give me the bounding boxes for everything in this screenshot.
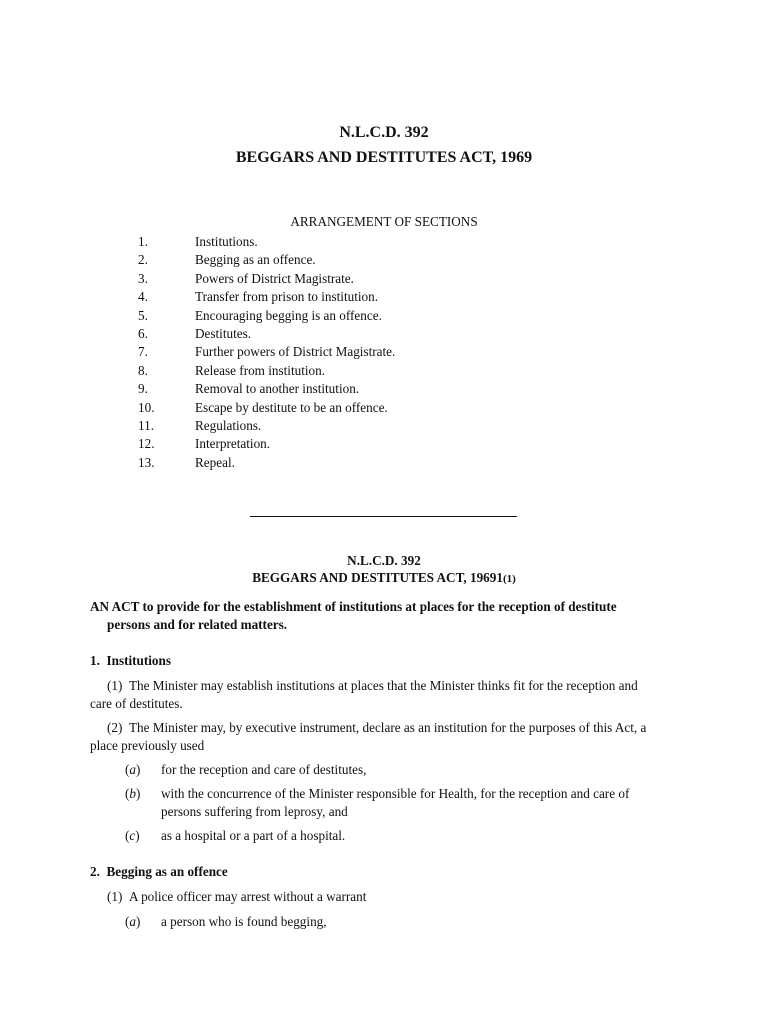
toc-number: 3. [138,270,148,286]
toc-label: Interpretation. [195,436,271,452]
item-label: (a) [125,914,141,929]
long-title-line: AN ACT to provide for the establishment of institutions at places for the reception of destitute [90,599,617,614]
toc-label: Begging as an offence. [195,252,316,268]
toc-label: Repeal. [195,454,235,470]
toc-row [0,399,768,417]
toc-label: Further powers of District Magistrate. [195,344,396,360]
document-number: N.L.C.D. 392 [339,124,429,141]
section-divider [250,516,517,517]
item-text [161,761,678,779]
toc-number: 10. [138,399,155,415]
toc-row [0,417,768,435]
toc-row [0,288,768,306]
toc-number: 13. [138,454,155,470]
paragraph-line: place previously used [90,738,205,753]
toc-label: Regulations. [195,417,262,433]
toc-row [0,233,768,251]
act-title-year-suffix: 1 [496,570,503,585]
item-line: as a hospital or a part of a hospital. [161,828,346,843]
toc-label: Institutions. [195,234,258,249]
toc-label: Encouraging begging is an offence. [195,307,382,323]
item-line: with the concurrence of the Minister responsible for Health, for the reception and care of [161,786,630,801]
toc-row [0,380,768,398]
toc-row [0,343,768,361]
document-title: BEGGARS AND DESTITUTES ACT, 1969 [235,149,533,166]
act-title-footnote: (1) [502,573,516,585]
toc-label: Release from institution. [195,362,326,378]
toc-label: Powers of District Magistrate. [195,270,354,286]
toc-number: 4. [138,289,148,305]
toc-number: 12. [138,436,155,452]
toc-label: Escape by destitute to be an offence. [195,399,388,415]
section-2-heading: 2. Begging as an offence [90,864,228,879]
section-1-heading: 1. Institutions [90,653,171,668]
toc-label: Removal to another institution. [195,381,360,397]
item-line: persons suffering from leprosy, and [161,804,348,819]
paragraph-line: (1) A police officer may arrest without a warrant [107,889,367,904]
item-label: (a) [125,762,141,777]
toc-row [0,435,768,453]
act-title [0,569,768,588]
toc-row [0,454,768,472]
toc-row [0,325,768,343]
toc-number: 5. [138,307,148,323]
item-text [161,827,678,845]
toc-number: 6. [138,325,148,341]
toc-label: Destitutes. [195,325,252,341]
item-text [161,785,678,821]
item-text [161,913,678,931]
paragraph-line: (1) The Minister may establish institutions at places that the Minister thinks fit for the reception and [107,678,638,693]
toc-number: 7. [138,344,148,360]
toc-row [0,362,768,380]
toc-label: Transfer from prison to institution. [195,289,379,305]
arrangement-of-sections-list [0,233,768,472]
toc-row [0,251,768,269]
toc-row [0,307,768,325]
section-2-paragraph-1 [90,888,678,906]
toc-number: 8. [138,362,148,378]
act-title-text: BEGGARS AND DESTITUTES ACT, 1969 [252,570,497,585]
toc-row [0,270,768,288]
toc-number: 9. [138,381,148,397]
act-number: N.L.C.D. 392 [347,553,421,568]
toc-number: 2. [138,252,148,268]
toc-number: 11. [138,417,154,433]
item-line: for the reception and care of destitutes, [161,762,367,777]
section-1-paragraph-2 [90,719,678,755]
paragraph-line: (2) The Minister may, by executive instrument, declare as an institution for the purposes of this Act, a [107,720,647,735]
section-1-paragraph-1 [90,677,678,713]
arrangement-heading: ARRANGEMENT OF SECTIONS [290,214,478,229]
item-label: (c) [125,828,140,843]
item-label: (b) [125,786,141,801]
long-title [90,598,678,634]
long-title-line: persons and for related matters. [107,617,288,632]
paragraph-line: care of destitutes. [90,696,183,711]
item-line: a person who is found begging, [161,914,327,929]
toc-number: 1. [138,234,148,249]
